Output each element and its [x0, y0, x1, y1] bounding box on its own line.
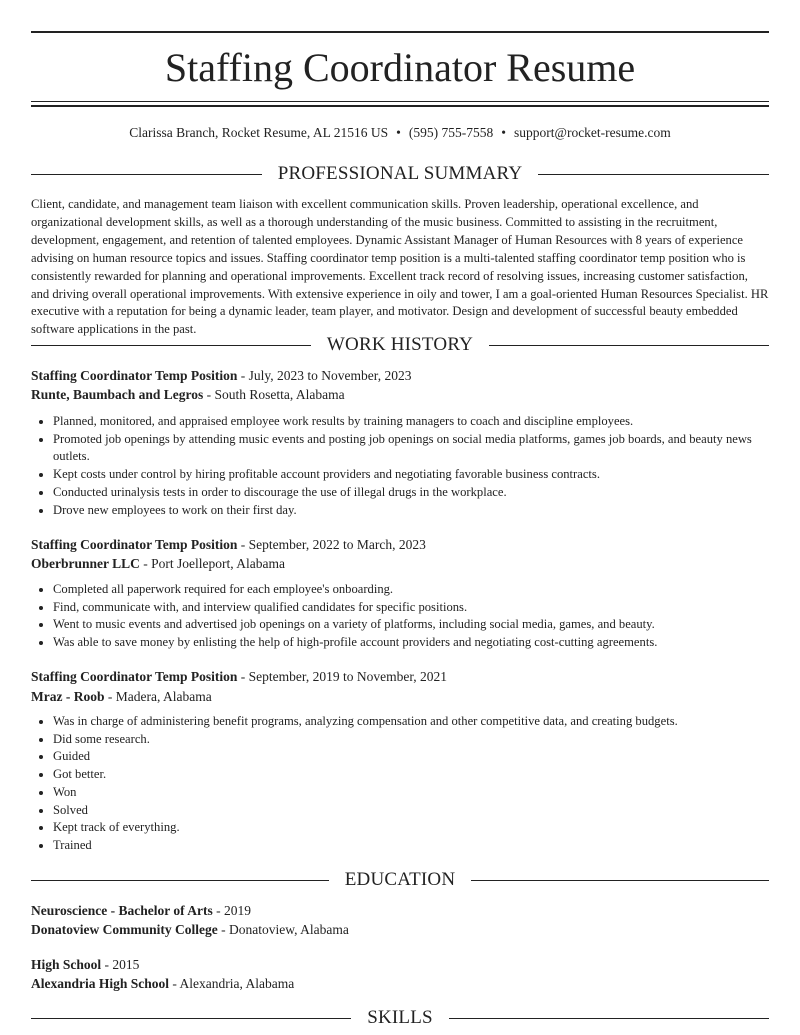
list-item: • Solved [53, 802, 791, 820]
education-school: Alexandria High School [31, 976, 170, 991]
job-company: Oberbrunner LLC [31, 556, 140, 571]
contact-separator: • [501, 125, 507, 140]
heading-rule-left [31, 174, 262, 175]
education-school-line [31, 975, 769, 993]
list-item: • Planned, monitored, and appraised employee work results by training managers to coach and discipline employees. [53, 413, 791, 431]
job-dates: - September, 2019 to November, 2021 [237, 669, 448, 684]
job-bullet-list [31, 581, 791, 652]
list-item: • Won [53, 784, 791, 802]
contact-phone: (595) 755-7558 [408, 125, 494, 140]
section-heading-work [31, 334, 769, 356]
heading-rule-right [471, 880, 769, 881]
section-heading-summary [31, 163, 769, 185]
contact-line [31, 124, 769, 142]
job-company-line [31, 688, 769, 706]
section-heading-label: EDUCATION [344, 869, 456, 890]
list-item: • Guided [53, 748, 791, 766]
education-degree-line [31, 902, 769, 920]
list-item: • Kept track of everything. [53, 819, 791, 837]
education-degree-line [31, 956, 769, 974]
heading-rule-right [489, 345, 769, 346]
job-bullet-list [31, 413, 791, 519]
education-degree: Neuroscience - Bachelor of Arts [31, 903, 213, 918]
heading-rule-right [449, 1018, 769, 1019]
heading-rule-left [31, 345, 311, 346]
top-rule [31, 31, 769, 33]
job-title-line [31, 536, 769, 554]
job-company-line [31, 386, 769, 404]
contact-email: support@rocket-resume.com [514, 125, 671, 140]
education-year: - 2015 [101, 957, 140, 972]
section-heading-education [31, 869, 769, 891]
list-item: • Drove new employees to work on their first day. [53, 502, 791, 520]
job-location: - Madera, Alabama [104, 689, 212, 704]
list-item: • Find, communicate with, and interview qualified candidates for specific positions. [53, 599, 791, 617]
job-dates: - July, 2023 to November, 2023 [237, 368, 412, 383]
job-location: - South Rosetta, Alabama [203, 387, 345, 402]
job-company: Mraz - Roob [31, 689, 105, 704]
job-title-line [31, 668, 769, 686]
job-title: Staffing Coordinator Temp Position [31, 669, 238, 684]
contact-address: Clarissa Branch, Rocket Resume, AL 21516 US [129, 125, 389, 140]
education-location: - Alexandria, Alabama [169, 976, 295, 991]
job-bullet-list [31, 713, 791, 855]
job-location: - Port Joelleport, Alabama [139, 556, 285, 571]
heading-rule-left [31, 1018, 351, 1019]
education-location: - Donatoview, Alabama [217, 922, 349, 937]
job-title: Staffing Coordinator Temp Position [31, 368, 238, 383]
list-item: • Promoted job openings by attending music events and posting job openings on social media platforms, games job boards, and beauty news outlets. [53, 431, 791, 466]
education-degree: High School [31, 957, 102, 972]
list-item: • Kept costs under control by hiring profitable account providers and negotiating favorable business contracts. [53, 466, 791, 484]
job-title: Staffing Coordinator Temp Position [31, 537, 238, 552]
list-item: • Was in charge of administering benefit programs, analyzing compensation and other competitive data, and creating budgets. [53, 713, 791, 731]
heading-rule-right [538, 174, 769, 175]
section-heading-label: PROFESSIONAL SUMMARY [277, 163, 523, 184]
list-item: • Completed all paperwork required for each employee's onboarding. [53, 581, 791, 599]
title-double-rule [31, 101, 769, 107]
list-item: • Trained [53, 837, 791, 855]
education-school-line [31, 921, 769, 939]
list-item: • Conducted urinalysis tests in order to discourage the use of illegal drugs in the workplace. [53, 484, 791, 502]
resume-title: Staffing Coordinator Resume [164, 45, 636, 90]
education-year: - 2019 [212, 903, 251, 918]
section-heading-skills [31, 1007, 769, 1029]
education-school: Donatoview Community College [31, 922, 218, 937]
job-title-line [31, 367, 769, 385]
section-heading-label: SKILLS [367, 1007, 433, 1028]
job-company: Runte, Baumbach and Legros [31, 387, 204, 402]
section-heading-label: WORK HISTORY [326, 334, 474, 355]
contact-separator: • [396, 125, 401, 140]
heading-rule-left [31, 880, 329, 881]
job-dates: - September, 2022 to March, 2023 [237, 537, 426, 552]
list-item: • Did some research. [53, 731, 791, 749]
list-item: • Got better. [53, 766, 791, 784]
list-item: • Was able to save money by enlisting the help of high-profile account providers and negotiating cost-cutting agreements. [53, 634, 791, 652]
job-company-line [31, 555, 769, 573]
list-item: • Went to music events and advertised job openings on a variety of platforms, including social media, games, and beauty. [53, 616, 791, 634]
summary-paragraph: Client, candidate, and management team liaison with excellent communication skills. Proven leadership, operational excellence, and organizational development skills, as well as a thorough understanding of the music business. Committed to assisting in the recruitment, development, engagement, and retention of talented employees. Dynamic Assistant Manager of Human Resources with 8 years of experience advising on human resource topics and issues. Staffing coordinator temp position is a multi-talented staffing coordinator temp position who is consistently rewarded for planning and operational improvements. Excellent track record of resolving issues, increasing customer satisfaction, and driving overall operational improvements. With extensive experience in oily and tower, I am a goal-oriented Human Resources Specialist. HR executive with a reputation for being a dynamic leader, team player, and motivator. Design and development of successful beauty embedded software applications in the past. [31, 197, 769, 337]
